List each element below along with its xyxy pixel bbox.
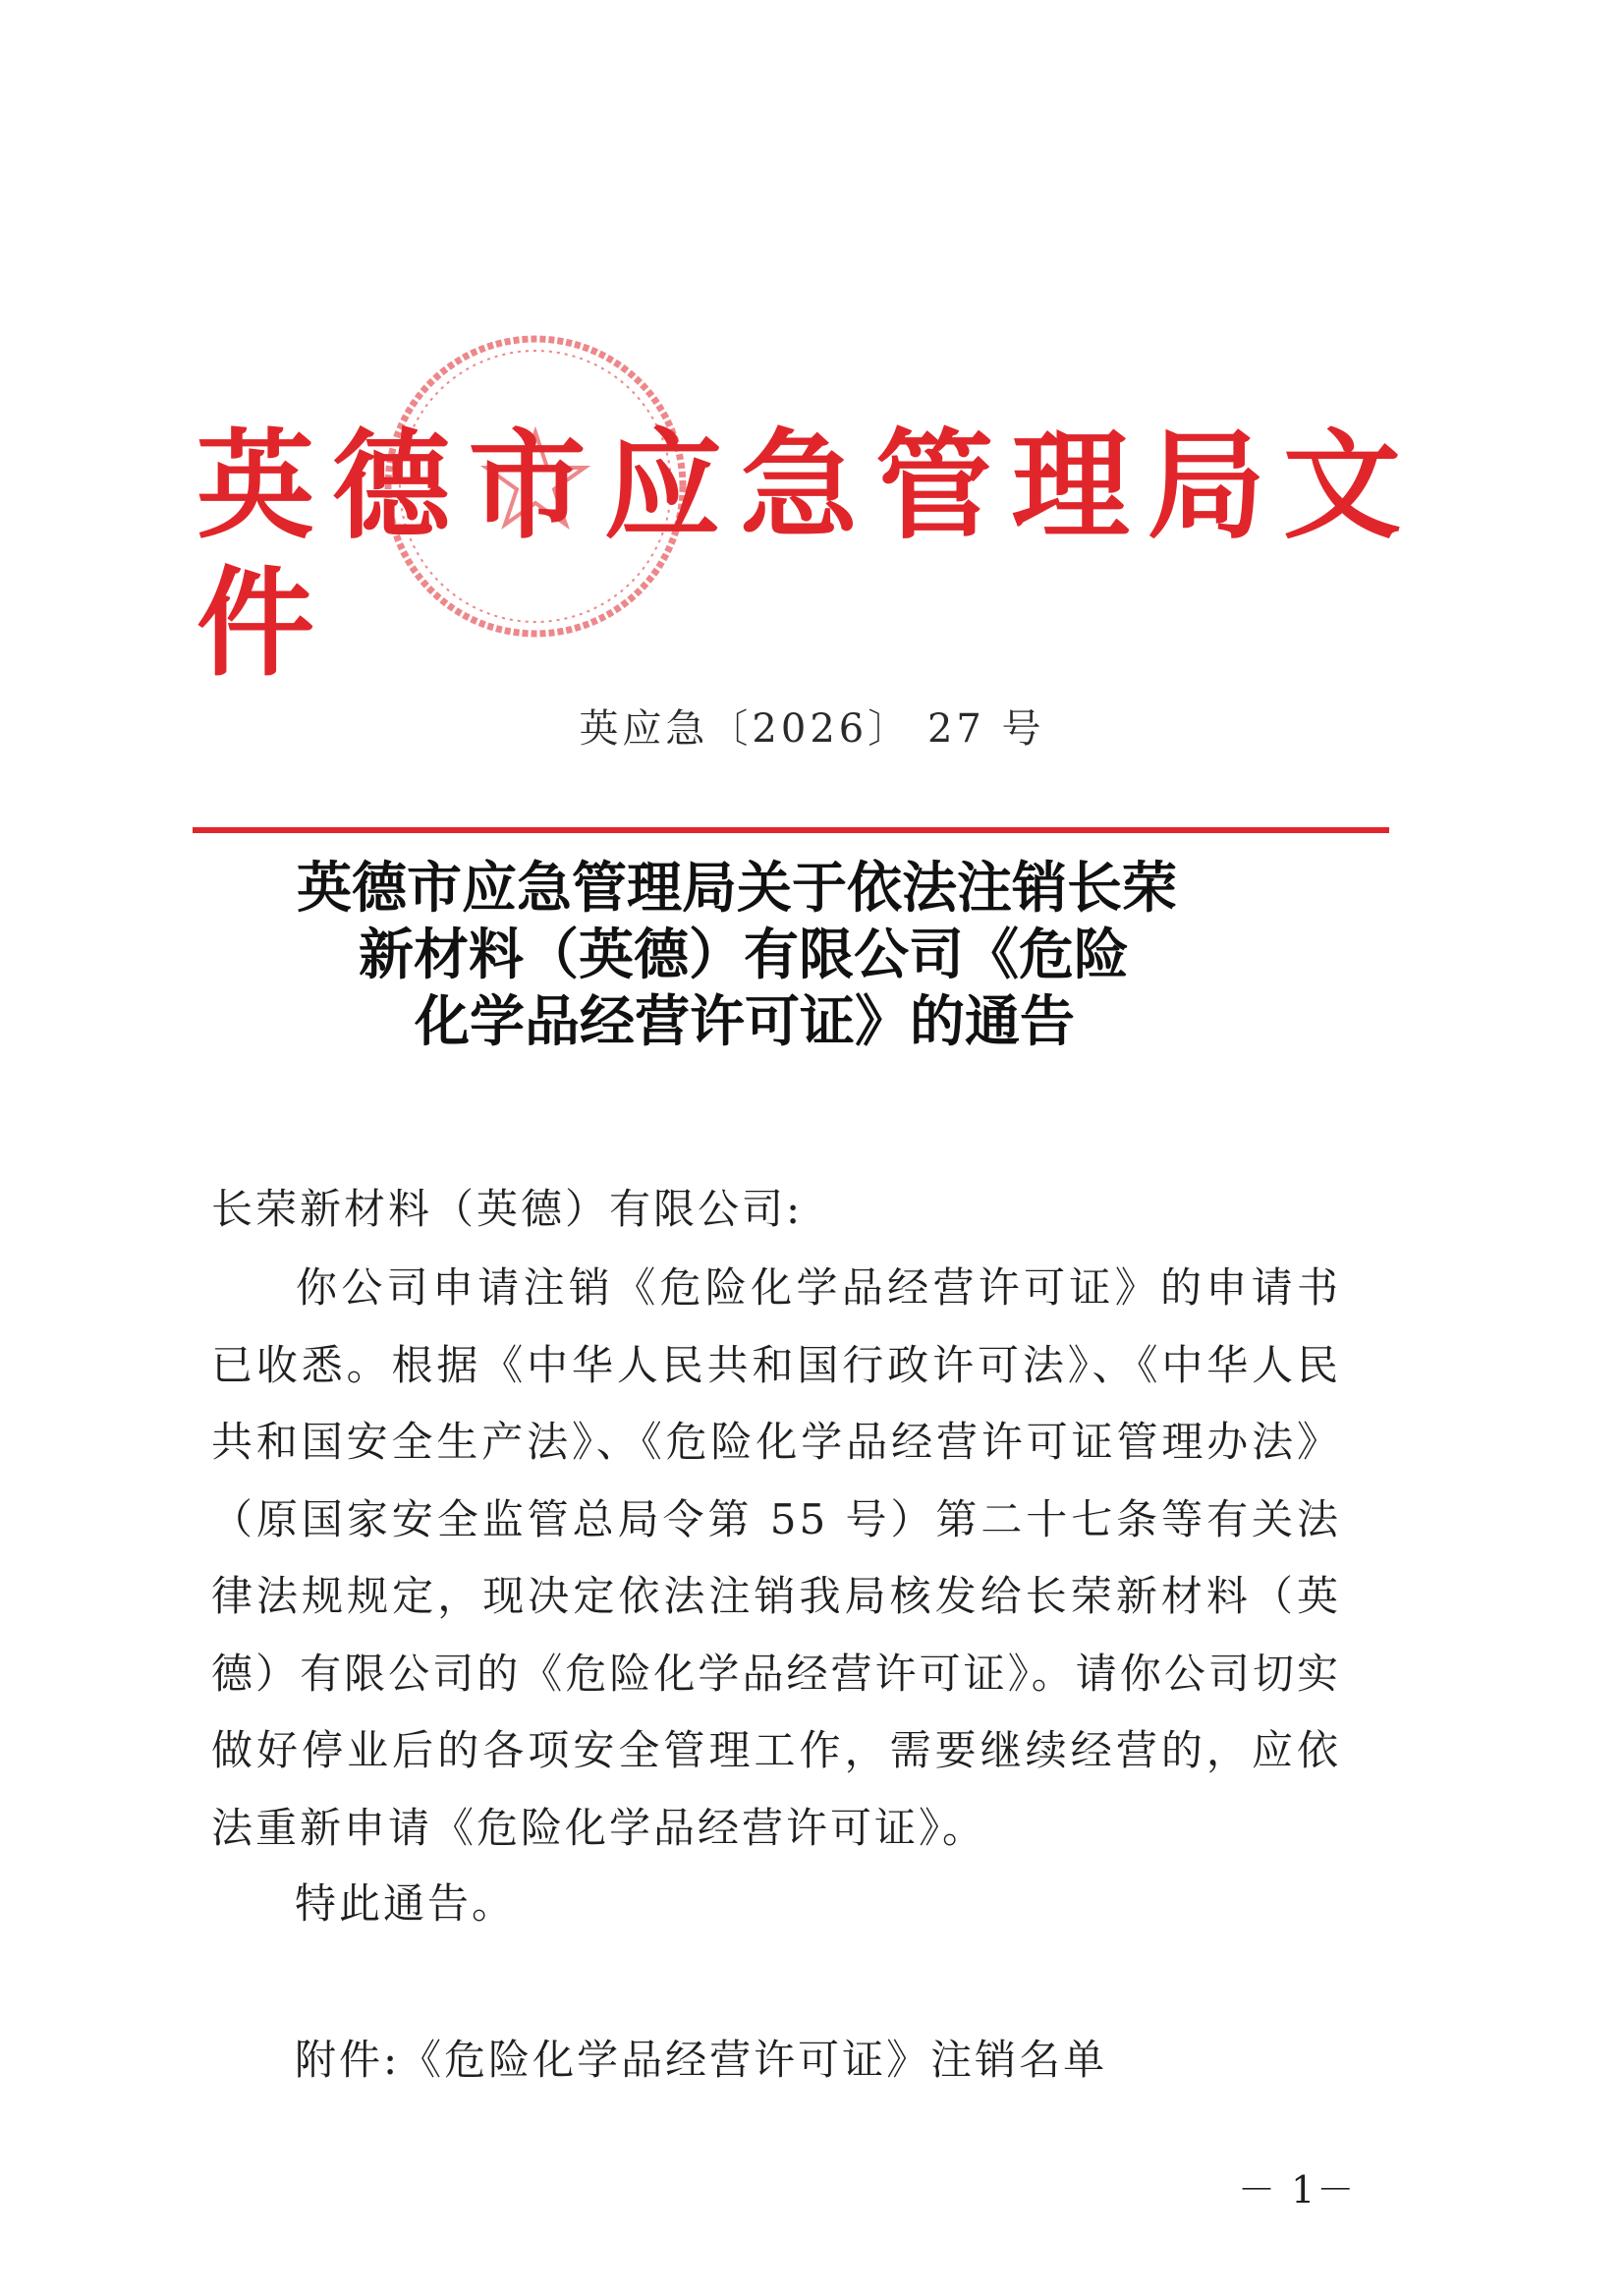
body-paragraph: 你公司申请注销《危险化学品经营许可证》的申请书已收悉。根据《中华人民共和国行政许可法》、《中华人民共和国安全生产法》、《危险化学品经营许可证管理办法》（原国家安全监管总局令第 55 号）第二十七条等有关法律法规规定，现决定依法注销我局核发给长荣新材料（英德）有限公司的《危险化学品经营许可证》。请你公司切实做好停业后的各项安全管理工作，需要继续经营的，应依法重新申请《危险化学品经营许可证》。 [211,1263,1341,1852]
page-number: － 1－ [1238,2168,1357,2211]
title-line-3: 化学品经营许可证》的通告 [415,989,1075,1054]
body-content [211,1250,1341,1867]
title-line-2: 新材料（英德）有限公司《危险 [359,923,1129,987]
salutation: 长荣新材料（英德）有限公司: [211,1185,804,1233]
attachment-note: 附件:《危险化学品经营许可证》注销名单 [295,2036,1108,2084]
document-number: 英应急〔2026〕 27 号 [579,706,1045,752]
title-line-1: 英德市应急管理局关于依法注销长荣 [297,856,1177,921]
issuer-header: 英德市应急管理局文件 [196,417,1405,693]
closing-statement: 特此通告。 [295,1879,517,1928]
red-divider-line [193,827,1389,833]
